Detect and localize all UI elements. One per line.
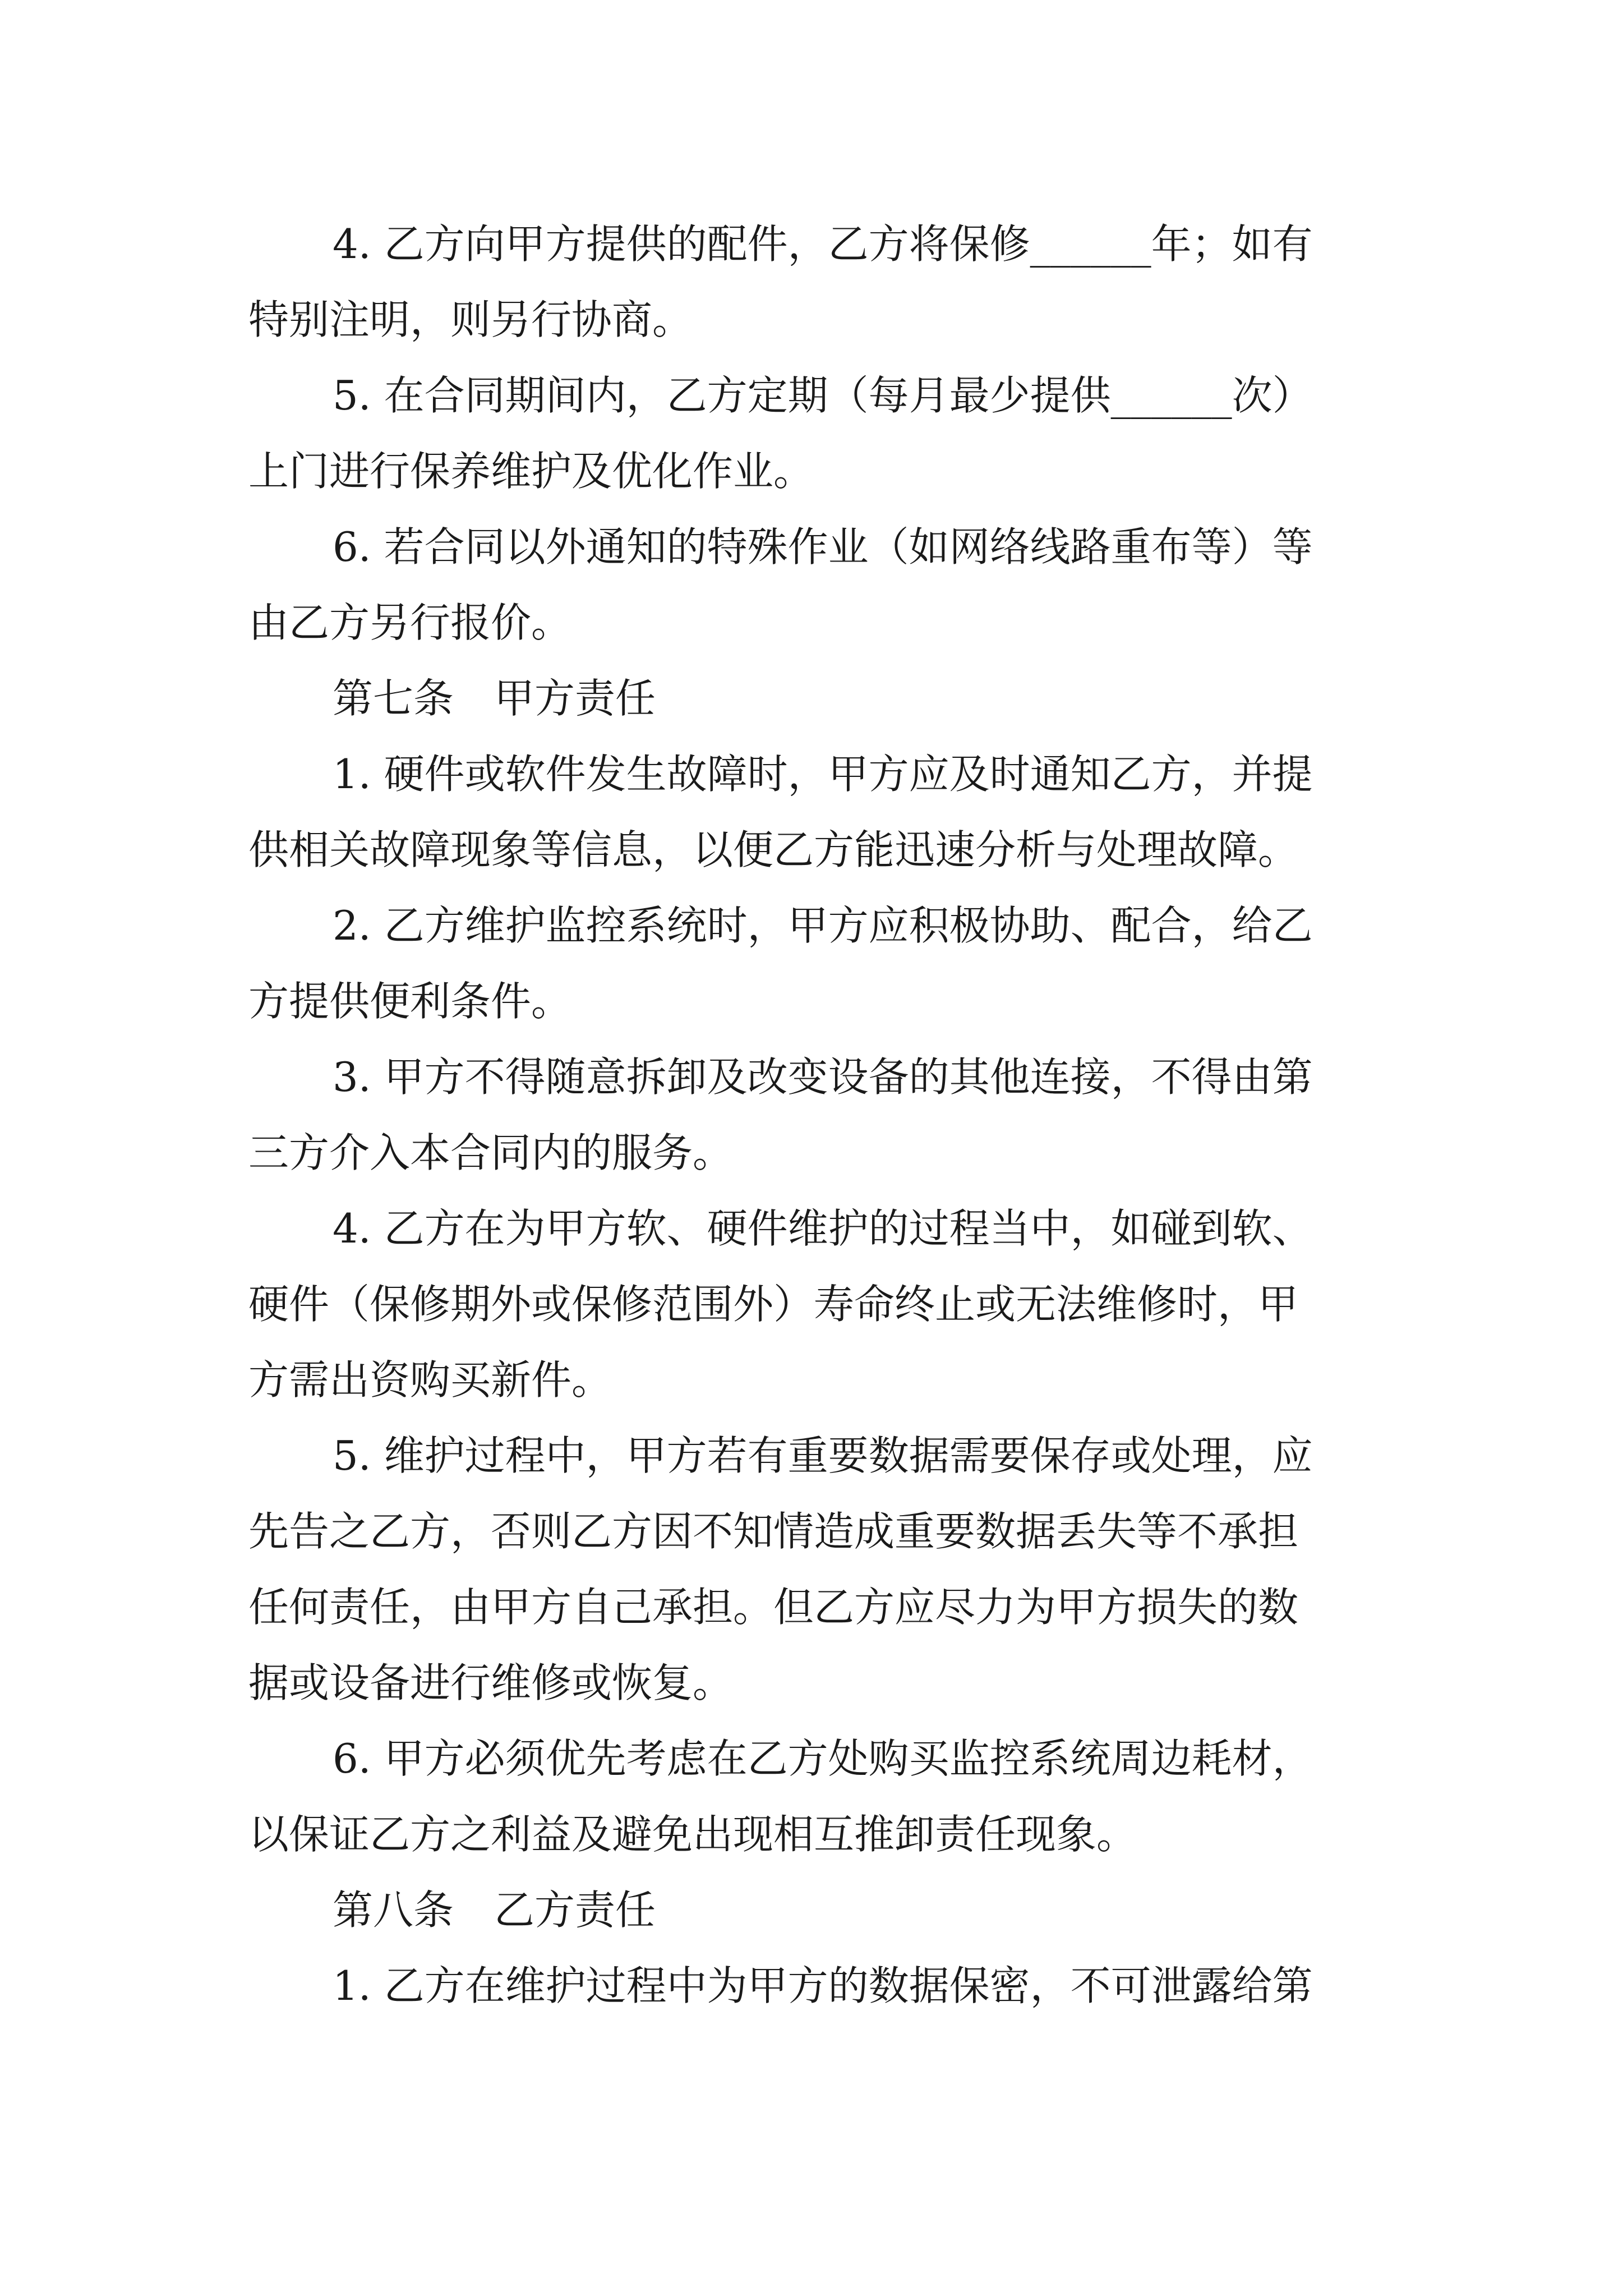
article-7-item-1-line-2: 供相关故障现象等信息，以便乙方能迅速分析与处理故障。 xyxy=(248,826,1299,873)
article-7-item-4-line-3: 方需出资购买新件。 xyxy=(248,1356,612,1404)
article-7-item-5-line-1: 5. 维护过程中，甲方若有重要数据需要保存或处理，应 xyxy=(333,1432,1313,1479)
article-7-item-5-line-3: 任何责任，由甲方自己承担。但乙方应尽力为甲方损失的数 xyxy=(248,1584,1299,1631)
article-7-item-1-line-1: 1. 硬件或软件发生故障时，甲方应及时通知乙方，并提 xyxy=(333,751,1313,798)
article-7-item-6-line-1: 6. 甲方必须优先考虑在乙方处购买监控系统周边耗材， xyxy=(333,1735,1313,1782)
clause-4-line-1: 4. 乙方向甲方提供的配件，乙方将保修______年；如有 xyxy=(333,220,1313,268)
article-7-heading: 第七条 甲方责任 xyxy=(333,675,656,722)
article-7-item-6-line-2: 以保证乙方之利益及避免出现相互推卸责任现象。 xyxy=(248,1811,1137,1858)
article-7-item-5-line-2: 先告之乙方，否则乙方因不知情造成重要数据丢失等不承担 xyxy=(248,1508,1299,1555)
article-7-item-4-line-1: 4. 乙方在为甲方软、硬件维护的过程当中，如碰到软、 xyxy=(333,1205,1313,1252)
article-8-heading: 第八条 乙方责任 xyxy=(333,1887,656,1934)
clause-6-line-2: 由乙方另行报价。 xyxy=(248,599,572,646)
article-7-item-4-line-2: 硬件（保修期外或保修范围外）寿命终止或无法维修时，甲 xyxy=(248,1281,1299,1328)
clause-4-line-2: 特别注明，则另行协商。 xyxy=(248,296,693,343)
clause-6-line-1: 6. 若合同以外通知的特殊作业（如网络线路重布等）等 xyxy=(333,523,1313,570)
article-7-item-2-line-1: 2. 乙方维护监控系统时，甲方应积极协助、配合，给乙 xyxy=(333,902,1313,949)
article-7-item-3-line-2: 三方介入本合同内的服务。 xyxy=(248,1129,734,1176)
article-7-item-3-line-1: 3. 甲方不得随意拆卸及改变设备的其他连接，不得由第 xyxy=(333,1053,1313,1101)
article-7-item-2-line-2: 方提供便利条件。 xyxy=(248,978,572,1025)
article-7-item-5-line-4: 据或设备进行维修或恢复。 xyxy=(248,1659,734,1706)
article-8-item-1-line-1: 1. 乙方在维护过程中为甲方的数据保密，不可泄露给第 xyxy=(333,1962,1313,2009)
clause-5-line-1: 5. 在合同期间内，乙方定期（每月最少提供______次） xyxy=(333,372,1313,419)
clause-5-line-2: 上门进行保养维护及优化作业。 xyxy=(248,448,814,495)
